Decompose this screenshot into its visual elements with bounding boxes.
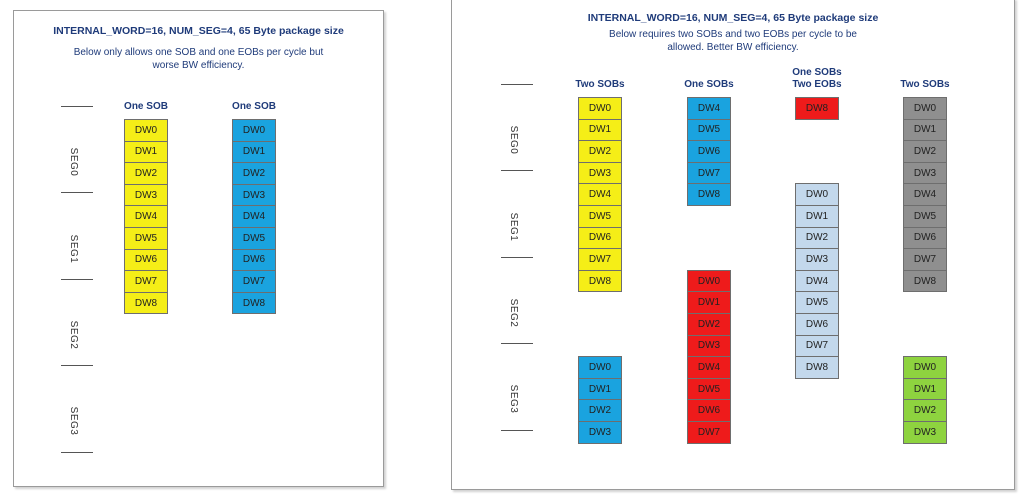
left-dw-cell: DW1 — [124, 141, 168, 164]
right-dw-cell: DW1 — [687, 291, 731, 314]
left-dw-cell: DW7 — [232, 270, 276, 293]
right-segment-divider — [501, 84, 533, 85]
left-dw-cell: DW1 — [232, 141, 276, 164]
left-segment-divider — [61, 106, 93, 107]
right-segment-divider — [501, 257, 533, 258]
left-dw-cell: DW8 — [124, 292, 168, 315]
right-column-header-line: Two SOBs — [900, 79, 950, 90]
left-dw-cell: DW0 — [124, 119, 168, 142]
right-dw-cell: DW3 — [903, 162, 947, 185]
right-dw-cell: DW6 — [903, 227, 947, 250]
right-dw-cell: DW8 — [795, 97, 839, 120]
right-column-header — [662, 79, 756, 91]
right-dw-cell: DW7 — [578, 248, 622, 271]
right-dw-cell: DW4 — [687, 97, 731, 120]
right-dw-cell: DW7 — [687, 162, 731, 185]
right-dw-cell: DW3 — [903, 421, 947, 444]
right-dw-cell: DW2 — [578, 399, 622, 422]
left-segment-divider — [61, 192, 93, 193]
right-dw-cell: DW7 — [795, 335, 839, 358]
right-dw-cell: DW0 — [903, 97, 947, 120]
right-dw-cell: DW7 — [903, 248, 947, 271]
right-dw-cell: DW6 — [578, 227, 622, 250]
right-segment-label: SEG0 — [508, 125, 519, 155]
left-dw-cell: DW4 — [124, 205, 168, 228]
left-segment-label: SEG2 — [68, 320, 79, 350]
right-dw-cell: DW5 — [578, 205, 622, 228]
right-dw-cell: DW1 — [578, 378, 622, 401]
right-dw-cell: DW0 — [795, 183, 839, 206]
right-dw-cell: DW1 — [903, 119, 947, 142]
right-dw-cell: DW4 — [795, 270, 839, 293]
right-dw-cell: DW3 — [578, 162, 622, 185]
right-diagram-panel — [451, 0, 1015, 490]
right-dw-cell: DW8 — [578, 270, 622, 293]
right-dw-cell: DW0 — [903, 356, 947, 379]
right-dw-cell: DW6 — [795, 313, 839, 336]
right-dw-cell: DW2 — [687, 313, 731, 336]
right-dw-cell: DW1 — [903, 378, 947, 401]
right-description-line-2: allowed. Better BW efficiency. — [667, 41, 799, 53]
right-dw-cell: DW5 — [687, 378, 731, 401]
right-dw-cell: DW1 — [578, 119, 622, 142]
left-dw-cell: DW6 — [232, 249, 276, 272]
right-dw-cell: DW6 — [687, 399, 731, 422]
left-dw-cell: DW0 — [232, 119, 276, 142]
right-segment-divider — [501, 170, 533, 171]
left-dw-cell: DW2 — [232, 162, 276, 185]
left-segment-label: SEG0 — [68, 147, 79, 177]
right-column-header — [770, 67, 864, 91]
left-column-header — [212, 101, 296, 113]
right-dw-cell: DW6 — [687, 140, 731, 163]
right-dw-cell: DW2 — [903, 399, 947, 422]
left-column-header-line: One SOB — [124, 101, 168, 112]
left-description — [14, 47, 383, 72]
right-dw-cell: DW3 — [687, 335, 731, 358]
right-dw-cell: DW7 — [687, 421, 731, 444]
right-column-header-line: Two SOBs — [575, 79, 625, 90]
right-dw-cell: DW5 — [687, 119, 731, 142]
right-dw-cell: DW5 — [903, 205, 947, 228]
right-dw-cell: DW4 — [578, 183, 622, 206]
left-segment-label: SEG1 — [68, 234, 79, 263]
right-dw-cell: DW1 — [795, 205, 839, 228]
left-dw-cell: DW6 — [124, 249, 168, 272]
left-segment-label: SEG3 — [68, 407, 79, 436]
left-column-header-line: One SOB — [232, 101, 276, 112]
left-diagram-panel — [13, 10, 384, 487]
right-dw-cell: DW0 — [578, 97, 622, 120]
right-dw-cell: DW8 — [795, 356, 839, 379]
right-segment-label: SEG1 — [508, 212, 519, 241]
right-dw-cell: DW2 — [578, 140, 622, 163]
left-column-header — [104, 101, 188, 113]
right-description — [452, 29, 1014, 54]
right-title: INTERNAL_WORD=16, NUM_SEG=4, 65 Byte package size — [587, 12, 879, 24]
left-dw-cell: DW7 — [124, 270, 168, 293]
right-segment-divider — [501, 343, 533, 344]
left-dw-cell: DW8 — [232, 292, 276, 315]
right-column-header — [553, 79, 647, 91]
left-segment-divider — [61, 279, 93, 280]
right-dw-cell: DW8 — [903, 270, 947, 293]
right-dw-cell: DW0 — [578, 356, 622, 379]
right-dw-cell: DW4 — [903, 183, 947, 206]
right-column-header-line: One SOBs — [792, 67, 842, 78]
right-column-header — [878, 79, 972, 91]
right-segment-divider — [501, 430, 533, 431]
right-dw-cell: DW2 — [795, 227, 839, 250]
right-dw-cell: DW5 — [795, 291, 839, 314]
left-segment-divider — [61, 365, 93, 366]
left-dw-cell: DW5 — [124, 227, 168, 250]
right-segment-label: SEG3 — [508, 385, 519, 414]
left-dw-cell: DW3 — [124, 184, 168, 207]
left-title: INTERNAL_WORD=16, NUM_SEG=4, 65 Byte package size — [53, 25, 344, 37]
left-dw-cell: DW2 — [124, 162, 168, 185]
left-dw-cell: DW3 — [232, 184, 276, 207]
right-dw-cell: DW8 — [687, 183, 731, 206]
left-dw-cell: DW5 — [232, 227, 276, 250]
right-dw-cell: DW2 — [903, 140, 947, 163]
right-segment-label: SEG2 — [508, 298, 519, 328]
left-dw-cell: DW4 — [232, 205, 276, 228]
right-dw-cell: DW3 — [578, 421, 622, 444]
left-segment-divider — [61, 452, 93, 453]
right-dw-cell: DW3 — [795, 248, 839, 271]
right-dw-cell: DW4 — [687, 356, 731, 379]
right-column-header-line: Two EOBs — [792, 79, 842, 90]
left-description-line-2: worse BW efficiency. — [152, 59, 245, 71]
right-column-header-line: One SOBs — [684, 79, 734, 90]
left-description-line-1: Below only allows one SOB and one EOBs per cycle but — [73, 47, 324, 58]
right-description-line-1: Below requires two SOBs and two EOBs per cycle to be — [609, 29, 857, 40]
right-dw-cell: DW0 — [687, 270, 731, 293]
